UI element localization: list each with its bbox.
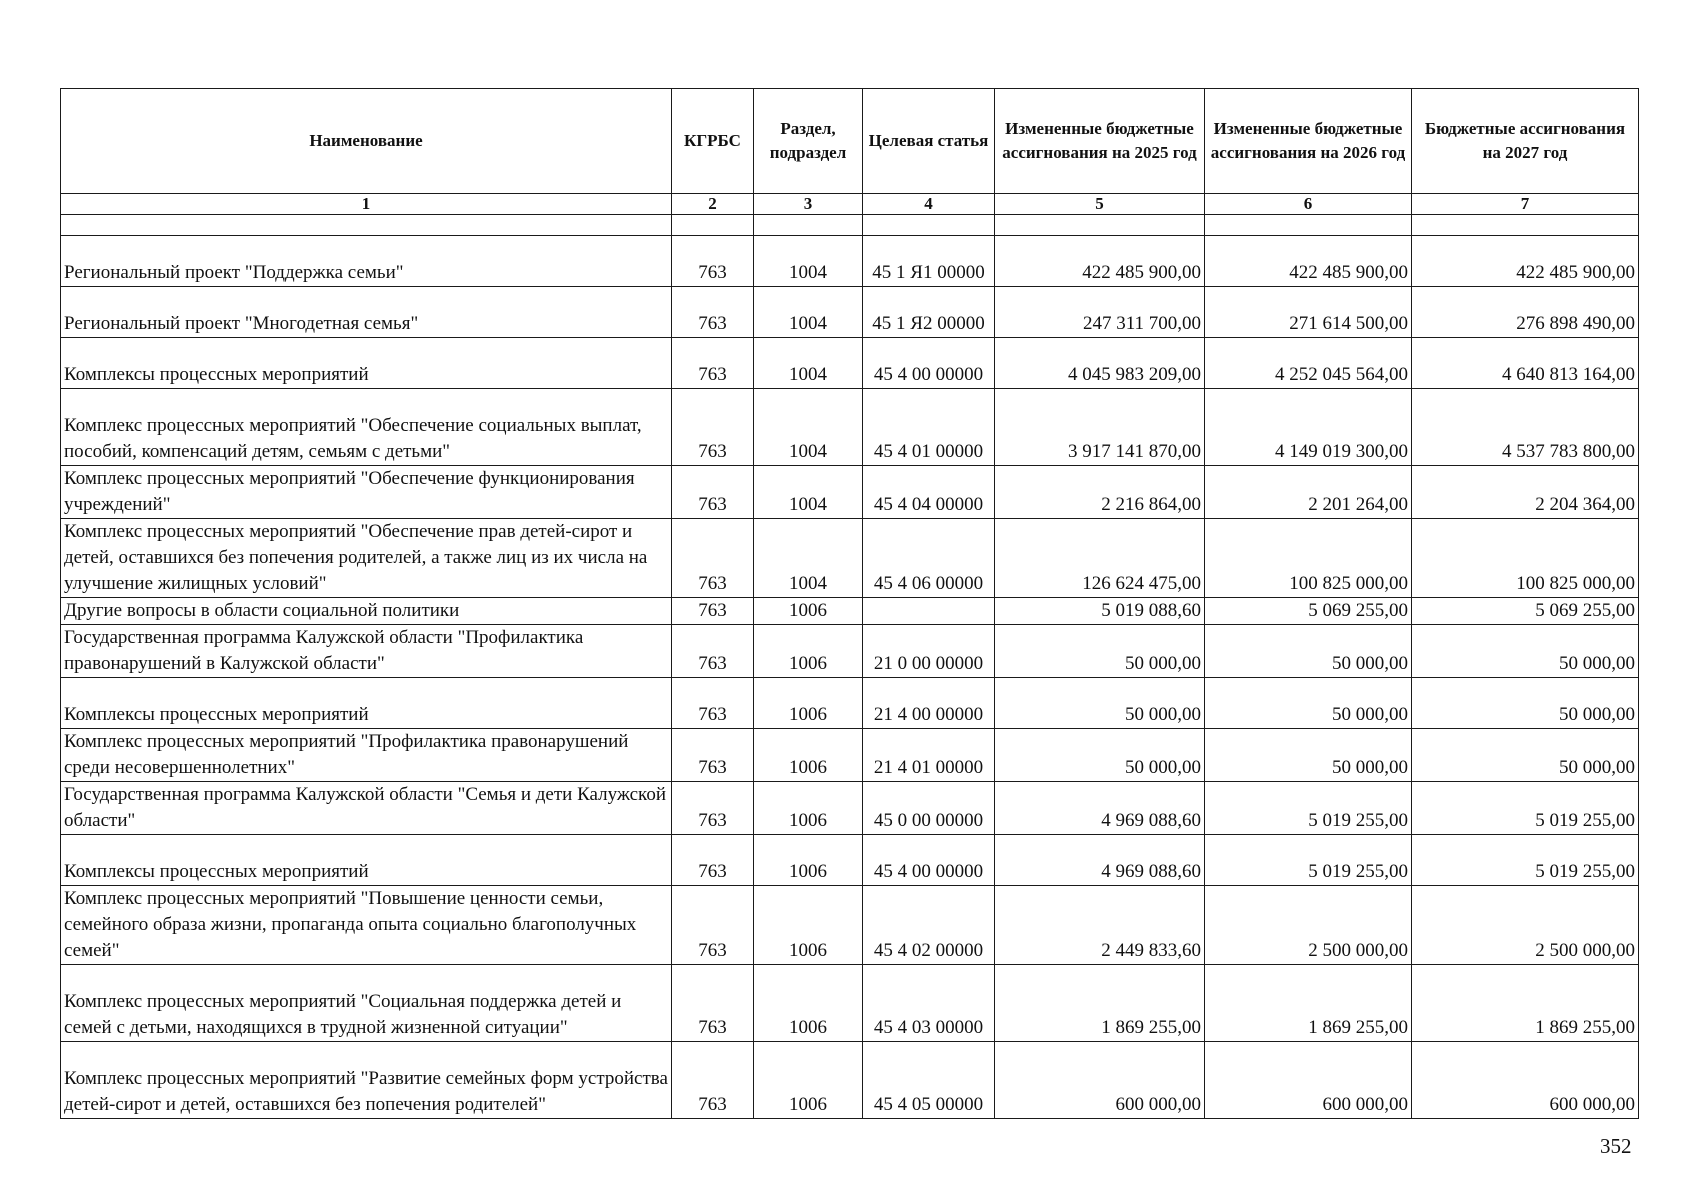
row-razdel: 1004: [754, 287, 863, 338]
row-name: Региональный проект "Многодетная семья": [61, 287, 672, 338]
row-2026: 2 201 264,00: [1205, 466, 1412, 519]
row-razdel: 1006: [754, 886, 863, 965]
row-2025: 4 969 088,60: [995, 835, 1205, 886]
table-row: [61, 466, 1639, 519]
row-2026: 5 019 255,00: [1205, 782, 1412, 835]
table-row: [61, 625, 1639, 678]
row-2025: 50 000,00: [995, 678, 1205, 729]
row-csr: 45 4 01 00000: [863, 389, 995, 466]
row-2026: 50 000,00: [1205, 625, 1412, 678]
row-name: Комплексы процессных мероприятий: [61, 678, 672, 729]
budget-table: [60, 88, 1639, 1119]
row-name: Комплекс процессных мероприятий "Социальная поддержка детей и семей с детьми, находящихся в трудной жизненной ситуации": [61, 965, 672, 1042]
column-number-row: [61, 194, 1639, 215]
table-row: [61, 598, 1639, 625]
header-2025: Измененные бюджетные ассигнования на 2025 год: [995, 89, 1205, 194]
row-2027: 422 485 900,00: [1412, 236, 1639, 287]
row-kgrbs: 763: [672, 287, 754, 338]
row-2026: 422 485 900,00: [1205, 236, 1412, 287]
header-celevaya: Целевая статья: [863, 89, 995, 194]
row-kgrbs: 763: [672, 625, 754, 678]
row-2025: 126 624 475,00: [995, 519, 1205, 598]
row-2027: 100 825 000,00: [1412, 519, 1639, 598]
row-2025: 2 216 864,00: [995, 466, 1205, 519]
row-kgrbs: 763: [672, 782, 754, 835]
row-2027: 4 640 813 164,00: [1412, 338, 1639, 389]
row-kgrbs: 763: [672, 678, 754, 729]
row-2026: 100 825 000,00: [1205, 519, 1412, 598]
header-kgrbs: КГРБС: [672, 89, 754, 194]
row-kgrbs: 763: [672, 236, 754, 287]
row-razdel: 1006: [754, 1042, 863, 1119]
row-kgrbs: 763: [672, 338, 754, 389]
row-csr: 45 4 03 00000: [863, 965, 995, 1042]
row-kgrbs: 763: [672, 886, 754, 965]
row-2025: 4 045 983 209,00: [995, 338, 1205, 389]
row-razdel: 1006: [754, 678, 863, 729]
row-name: Комплекс процессных мероприятий "Развитие семейных форм устройства детей-сирот и детей, оставшихся без попечения родителей": [61, 1042, 672, 1119]
column-number: 7: [1412, 194, 1639, 215]
table-row: [61, 519, 1639, 598]
row-2025: 247 311 700,00: [995, 287, 1205, 338]
row-csr: 45 4 05 00000: [863, 1042, 995, 1119]
row-name: Комплекс процессных мероприятий "Обеспечение социальных выплат, пособий, компенсаций детям, семьям с детьми": [61, 389, 672, 466]
header-name: Наименование: [61, 89, 672, 194]
column-number: 3: [754, 194, 863, 215]
row-razdel: 1006: [754, 835, 863, 886]
row-name: Другие вопросы в области социальной политики: [61, 598, 672, 625]
row-2025: 4 969 088,60: [995, 782, 1205, 835]
row-razdel: 1006: [754, 782, 863, 835]
row-2027: 2 204 364,00: [1412, 466, 1639, 519]
table-row: [61, 729, 1639, 782]
row-2027: 50 000,00: [1412, 625, 1639, 678]
row-csr: 45 1 Я2 00000: [863, 287, 995, 338]
table-row: [61, 886, 1639, 965]
row-csr: 45 4 06 00000: [863, 519, 995, 598]
row-csr: 45 4 02 00000: [863, 886, 995, 965]
row-kgrbs: 763: [672, 466, 754, 519]
table-row: [61, 835, 1639, 886]
row-name: Государственная программа Калужской области "Семья и дети Калужской области": [61, 782, 672, 835]
row-name: Комплексы процессных мероприятий: [61, 338, 672, 389]
row-2027: 2 500 000,00: [1412, 886, 1639, 965]
spacer-row: [61, 215, 1639, 236]
column-number: 6: [1205, 194, 1412, 215]
row-2025: 5 019 088,60: [995, 598, 1205, 625]
row-name: Комплекс процессных мероприятий "Повышение ценности семьи, семейного образа жизни, пропаганда опыта социально благополучных семей": [61, 886, 672, 965]
row-kgrbs: 763: [672, 519, 754, 598]
row-kgrbs: 763: [672, 965, 754, 1042]
row-2026: 600 000,00: [1205, 1042, 1412, 1119]
row-razdel: 1006: [754, 598, 863, 625]
row-2026: 5 019 255,00: [1205, 835, 1412, 886]
row-razdel: 1006: [754, 625, 863, 678]
header-razdel: Раздел, подраздел: [754, 89, 863, 194]
row-name: Комплекс процессных мероприятий "Профилактика правонарушений среди несовершеннолетних": [61, 729, 672, 782]
table-row: [61, 389, 1639, 466]
row-kgrbs: 763: [672, 598, 754, 625]
row-2026: 271 614 500,00: [1205, 287, 1412, 338]
table-row: [61, 782, 1639, 835]
row-2027: 276 898 490,00: [1412, 287, 1639, 338]
row-kgrbs: 763: [672, 729, 754, 782]
row-razdel: 1004: [754, 466, 863, 519]
table-row: [61, 1042, 1639, 1119]
row-2026: 4 149 019 300,00: [1205, 389, 1412, 466]
row-2027: 600 000,00: [1412, 1042, 1639, 1119]
row-2026: 2 500 000,00: [1205, 886, 1412, 965]
row-2026: 1 869 255,00: [1205, 965, 1412, 1042]
row-csr: 45 4 04 00000: [863, 466, 995, 519]
row-2025: 422 485 900,00: [995, 236, 1205, 287]
column-number: 4: [863, 194, 995, 215]
row-csr: 45 4 00 00000: [863, 835, 995, 886]
row-2027: 4 537 783 800,00: [1412, 389, 1639, 466]
row-razdel: 1006: [754, 729, 863, 782]
row-razdel: 1004: [754, 236, 863, 287]
row-name: Комплекс процессных мероприятий "Обеспечение функционирования учреждений": [61, 466, 672, 519]
table-row: [61, 236, 1639, 287]
row-2025: 3 917 141 870,00: [995, 389, 1205, 466]
row-name: Комплекс процессных мероприятий "Обеспечение прав детей-сирот и детей, оставшихся без попечения родителей, а также лиц из их числа на улучшение жилищных условий": [61, 519, 672, 598]
row-2026: 4 252 045 564,00: [1205, 338, 1412, 389]
header-row: [61, 89, 1639, 194]
row-kgrbs: 763: [672, 835, 754, 886]
page-number: 352: [1600, 1134, 1632, 1158]
row-csr: [863, 598, 995, 625]
row-2025: 1 869 255,00: [995, 965, 1205, 1042]
header-2027: Бюджетные ассигнования на 2027 год: [1412, 89, 1639, 194]
row-csr: 45 4 00 00000: [863, 338, 995, 389]
row-2027: 5 069 255,00: [1412, 598, 1639, 625]
row-name: Государственная программа Калужской области "Профилактика правонарушений в Калужской области": [61, 625, 672, 678]
row-razdel: 1004: [754, 338, 863, 389]
header-2026: Измененные бюджетные ассигнования на 2026 год: [1205, 89, 1412, 194]
row-name: Региональный проект "Поддержка семьи": [61, 236, 672, 287]
row-2027: 5 019 255,00: [1412, 835, 1639, 886]
row-2025: 50 000,00: [995, 729, 1205, 782]
row-2025: 2 449 833,60: [995, 886, 1205, 965]
row-2025: 600 000,00: [995, 1042, 1205, 1119]
table-row: [61, 287, 1639, 338]
row-csr: 45 1 Я1 00000: [863, 236, 995, 287]
row-2025: 50 000,00: [995, 625, 1205, 678]
row-csr: 21 4 00 00000: [863, 678, 995, 729]
row-kgrbs: 763: [672, 1042, 754, 1119]
row-2027: 50 000,00: [1412, 678, 1639, 729]
column-number: 5: [995, 194, 1205, 215]
row-kgrbs: 763: [672, 389, 754, 466]
row-razdel: 1004: [754, 519, 863, 598]
row-csr: 21 4 01 00000: [863, 729, 995, 782]
row-razdel: 1006: [754, 965, 863, 1042]
row-csr: 45 0 00 00000: [863, 782, 995, 835]
row-name: Комплексы процессных мероприятий: [61, 835, 672, 886]
table-row: [61, 338, 1639, 389]
row-2026: 50 000,00: [1205, 678, 1412, 729]
row-2027: 50 000,00: [1412, 729, 1639, 782]
table-row: [61, 965, 1639, 1042]
row-2027: 5 019 255,00: [1412, 782, 1639, 835]
table-row: [61, 678, 1639, 729]
row-2027: 1 869 255,00: [1412, 965, 1639, 1042]
column-number: 1: [61, 194, 672, 215]
row-csr: 21 0 00 00000: [863, 625, 995, 678]
column-number: 2: [672, 194, 754, 215]
row-2026: 5 069 255,00: [1205, 598, 1412, 625]
row-razdel: 1004: [754, 389, 863, 466]
row-2026: 50 000,00: [1205, 729, 1412, 782]
